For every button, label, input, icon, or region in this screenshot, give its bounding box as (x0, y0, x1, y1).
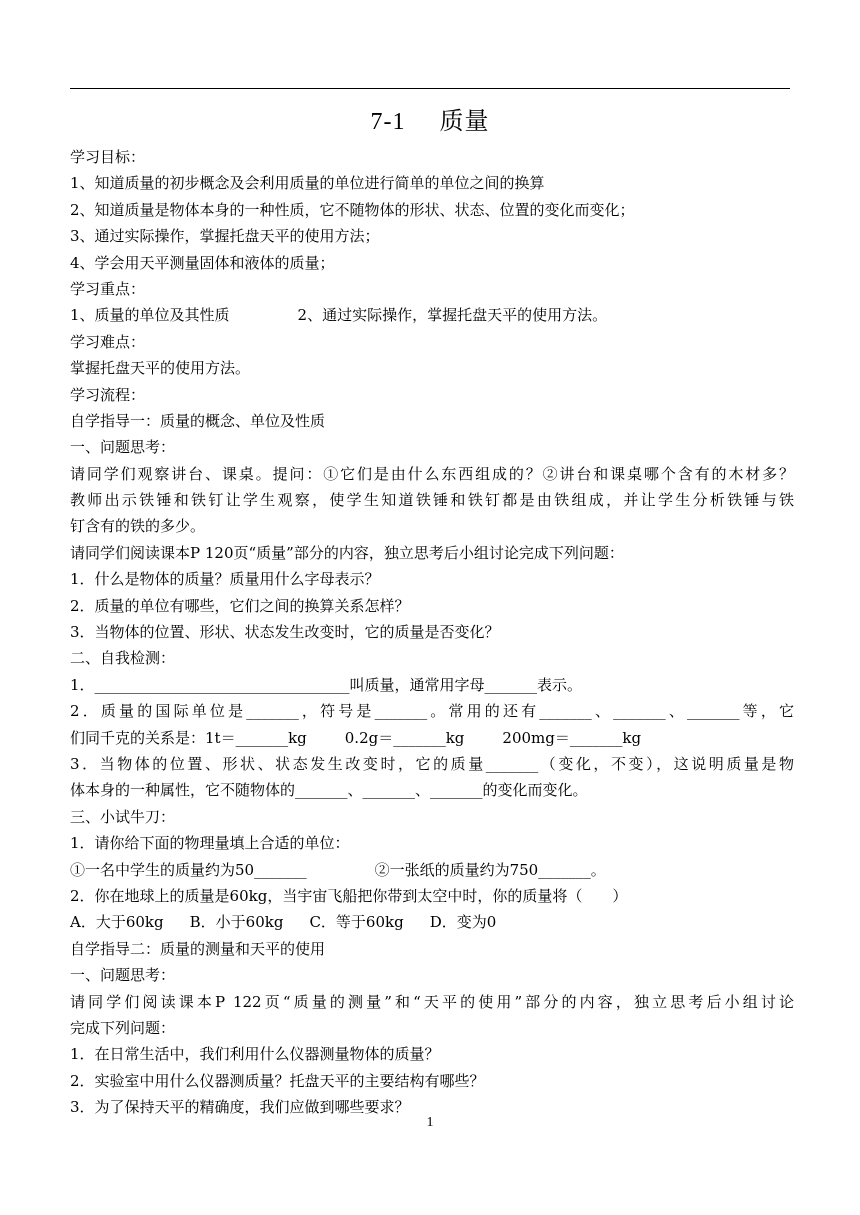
goal-3: 3、通过实际操作，掌握托盘天平的使用方法； (70, 227, 380, 246)
choice-d: D．变为0 (429, 913, 497, 932)
goal-1: 1、知道质量的初步概念及会利用质量的单位进行简单的单位之间的换算 (70, 174, 545, 193)
question-item: 2．实验室中用什么仪器测质量？托盘天平的主要结构有哪些？ (70, 1071, 485, 1090)
guide-2-heading: 自学指导二：质量的测量和天平的使用 (70, 939, 326, 958)
paragraph-line: 请同学们阅读课本P 122页“质量的测量”和“天平的使用”部分的内容，独立思考后小组讨论 (70, 992, 794, 1011)
goal-4: 4、学会用天平测量固体和液体的质量； (70, 253, 335, 272)
key-point-2: 2、通过实际操作，掌握托盘天平的使用方法。 (297, 306, 608, 325)
paragraph-line: 完成下列问题： (70, 1018, 176, 1037)
page-number: 1 (426, 1115, 434, 1130)
choice-a: A．大于60kg (70, 913, 164, 932)
choice-b: B．小于60kg (189, 913, 284, 932)
practice-item: 2．你在地球上的质量是60kg，当宇宙飞船把你带到太空中时，你的质量将（ ） (70, 886, 628, 905)
heading-process: 学习流程： (70, 385, 146, 404)
guide-1-heading: 自学指导一：质量的概念、单位及性质 (70, 411, 326, 430)
goal-2: 2、知道质量是物体本身的一种性质，它不随物体的形状、状态、位置的变化而变化； (70, 200, 635, 219)
heading-difficulty: 学习难点： (70, 332, 146, 351)
conversion-g: 0.2g＝_______kg (344, 728, 465, 747)
practice-blank-b: ②一张纸的质量约为750_______。 (374, 860, 606, 879)
key-point-1: 1、质量的单位及其性质 (70, 306, 230, 325)
self-check-item: 3．当物体的位置、形状、状态发生改变时，它的质量_______（变化，不变），这说明质量是物 (70, 754, 794, 773)
paragraph-line: 请同学们阅读课本P 120页“质量”部分的内容，独立思考后小组讨论完成下列问题： (70, 543, 624, 562)
practice-heading: 三、小试牛刀： (70, 807, 176, 826)
paragraph-line: 请同学们观察讲台、课桌。提问：①它们是由什么东西组成的？②讲台和课桌哪个含有的木材多？ (70, 464, 794, 483)
difficulty-text: 掌握托盘天平的使用方法。 (70, 359, 251, 378)
conversion-mg: 200mg＝_______kg (502, 728, 642, 747)
key-points-line (70, 302, 794, 328)
choice-options (70, 909, 794, 935)
section-number: 7-1 (370, 109, 406, 135)
question-item: 2．质量的单位有哪些，它们之间的换算关系怎样？ (70, 596, 410, 615)
paragraph-line: 钉含有的铁的多少。 (70, 517, 206, 536)
question-item: 1．什么是物体的质量？质量用什么字母表示？ (70, 570, 380, 589)
practice-item: 1．请你给下面的物理量填上合适的单位： (70, 834, 350, 853)
question-heading-2: 一、问题思考： (70, 966, 176, 985)
paragraph-line: 教师出示铁锤和铁钉让学生观察，使学生知道铁锤和铁钉都是由铁组成，并让学生分析铁锤与铁 (70, 491, 794, 510)
heading-learning-goals: 学习目标： (70, 148, 146, 166)
choice-c: C．等于60kg (309, 913, 404, 932)
question-heading-1: 一、问题思考： (70, 438, 176, 457)
heading-key-points: 学习重点： (70, 279, 146, 298)
practice-blank-a: ①一名中学生的质量约为50_______ (70, 860, 307, 879)
question-item: 3．为了保持天平的精确度，我们应做到哪些要求？ (70, 1098, 410, 1117)
question-item: 3．当物体的位置、形状、状态发生改变时，它的质量是否变化？ (70, 623, 500, 642)
self-check-item (70, 725, 794, 751)
self-check-item: 1．__________________________________叫质量，通常用字母_______表示。 (70, 675, 583, 694)
header-rule (70, 88, 790, 89)
self-check-item: 2．质量的国际单位是_______，符号是_______。常用的还有_______、_______、_______等，它 (70, 702, 794, 721)
self-check-item: 体本身的一种属性，它不随物体的_______、_______、_______的变化而变化。 (70, 781, 588, 800)
self-check-heading: 二、自我检测： (70, 649, 176, 668)
document-body (70, 144, 794, 1120)
practice-item (70, 857, 794, 883)
section-title: 质量 (439, 107, 490, 135)
page-title (0, 101, 860, 136)
conversion-t: 们同千克的关系是：1t＝_______kg (70, 728, 307, 747)
question-item: 1．在日常生活中，我们利用什么仪器测量物体的质量？ (70, 1045, 440, 1064)
